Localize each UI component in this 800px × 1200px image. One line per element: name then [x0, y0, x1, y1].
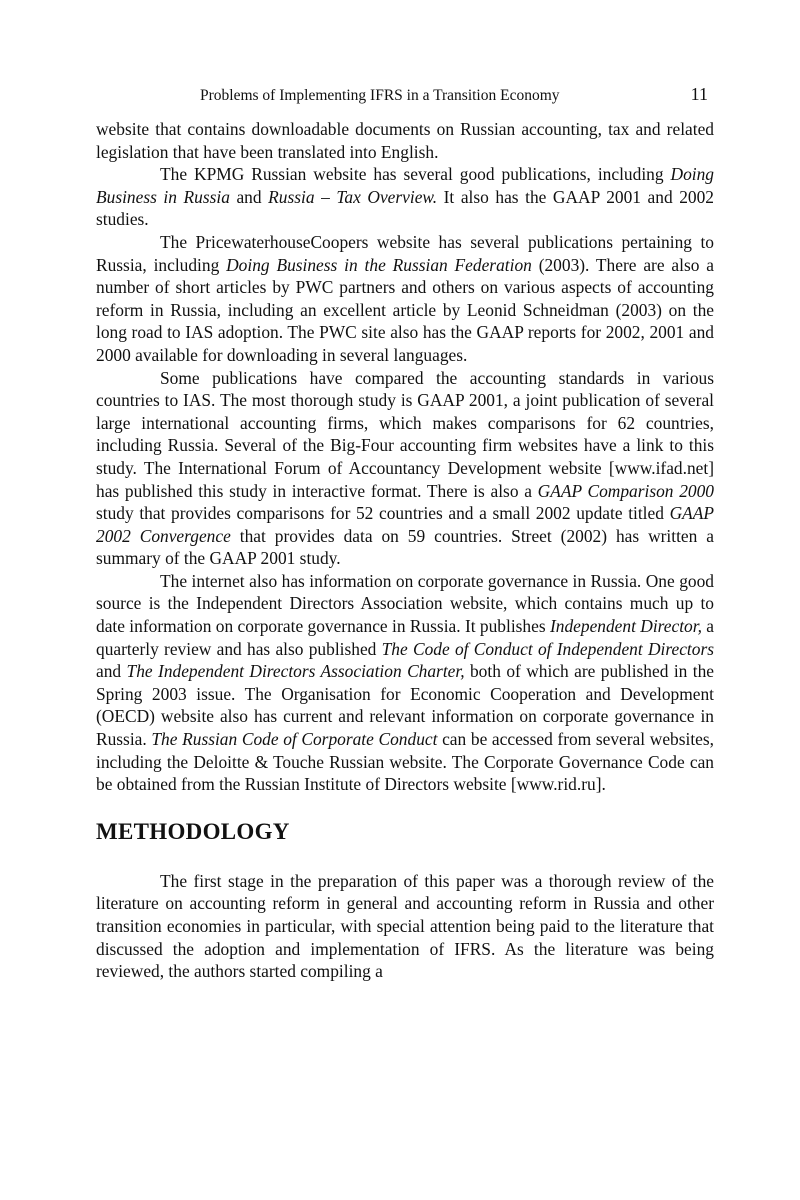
paragraph-continuation [96, 118, 714, 163]
page-number: 11 [690, 84, 708, 104]
running-header [96, 84, 710, 108]
text-run: The KPMG Russian website has several good publications, including [160, 164, 671, 185]
publication-title: Doing Business in Russia [96, 164, 714, 207]
text-run: a quarterly review and has also published [96, 616, 715, 659]
section-heading: METHODOLOGY [96, 818, 290, 844]
publication-title: Independent Director, [549, 616, 702, 637]
publication-title: The Code of Conduct of Independent Directors [381, 638, 714, 659]
paragraph-kpmg [96, 163, 714, 231]
text-run: It also has the GAAP 2001 and 2002 studies. [96, 186, 714, 230]
paragraph-gaap-comparisons [96, 367, 714, 570]
text-run: (2003). There are also a number of short articles by PWC partners and others on various aspects of accounting reform in Russia, including an excellent article by Leonid Schneidman (2003) on the long road to IAS adoption. The PWC site also has the GAAP reports for 2002, 2001 and 2000 available for downloading in several languages. [96, 254, 714, 365]
text-run: and [96, 661, 127, 682]
text-run: both of which are published in the Spring 2003 issue. The Organisation for Economic Cooperation and Development (OECD) website also has current and relevant information on corporate governance in Russia. [96, 661, 714, 750]
paragraph-pwc [96, 231, 714, 367]
publication-title: Russia – Tax Overview. [268, 186, 438, 207]
publication-title: The Russian Code of Corporate Conduct [151, 729, 438, 750]
running-title: Problems of Implementing IFRS in a Transition Economy [200, 87, 560, 104]
text-run: that provides data on 59 countries. Street (2002) has written a summary of the GAAP 2001 study. [96, 525, 714, 569]
text-run: and [229, 186, 269, 207]
paragraph-corporate-governance [96, 570, 714, 796]
paragraph-methodology: The first stage in the preparation of this paper was a thorough review of the literature on accounting reform in general and accounting reform in Russia and other transition economies in particular, with special attention being paid to the literature that discussed the adoption and implementation of IFRS. As the literature was being reviewed, the authors started compiling a [96, 870, 714, 982]
publication-title: GAAP Comparison 2000 [537, 480, 714, 501]
text-run: The internet also has information on corporate governance in Russia. One good source is the Independent Directors Association website, which contains much up to date information on corporate governance in Russia. It publishes [96, 570, 714, 637]
text-run: Some publications have compared the accounting standards in various countries to IAS. The most thorough study is GAAP 2001, a joint publication of several large international accounting firms, which makes comparisons for 62 countries, including Russia. Several of the Big-Four accounting firm websites have a link to this study. The International Forum of Accountancy Development website [www.ifad.net] has published this study in interactive format. There is also a [96, 367, 714, 501]
publication-title: GAAP 2002 Convergence [96, 503, 714, 546]
text-run: The PricewaterhouseCoopers website has several publications pertaining to Russia, including [96, 231, 714, 275]
text-run: can be accessed from several websites, including the Deloitte & Touche Russian website. The Corporate Governance Code can be obtained from the Russian Institute of Directors website [www.rid.ru]. [96, 729, 714, 795]
publication-title: The Independent Directors Association Charter, [126, 661, 465, 682]
body-text [96, 118, 714, 983]
text-run: study that provides comparisons for 52 countries and a small 2002 update titled [96, 503, 670, 524]
text-run: website that contains downloadable documents on Russian accounting, tax and related legislation that have been translated into English. [96, 119, 714, 162]
publication-title: Doing Business in the Russian Federation [226, 254, 532, 275]
